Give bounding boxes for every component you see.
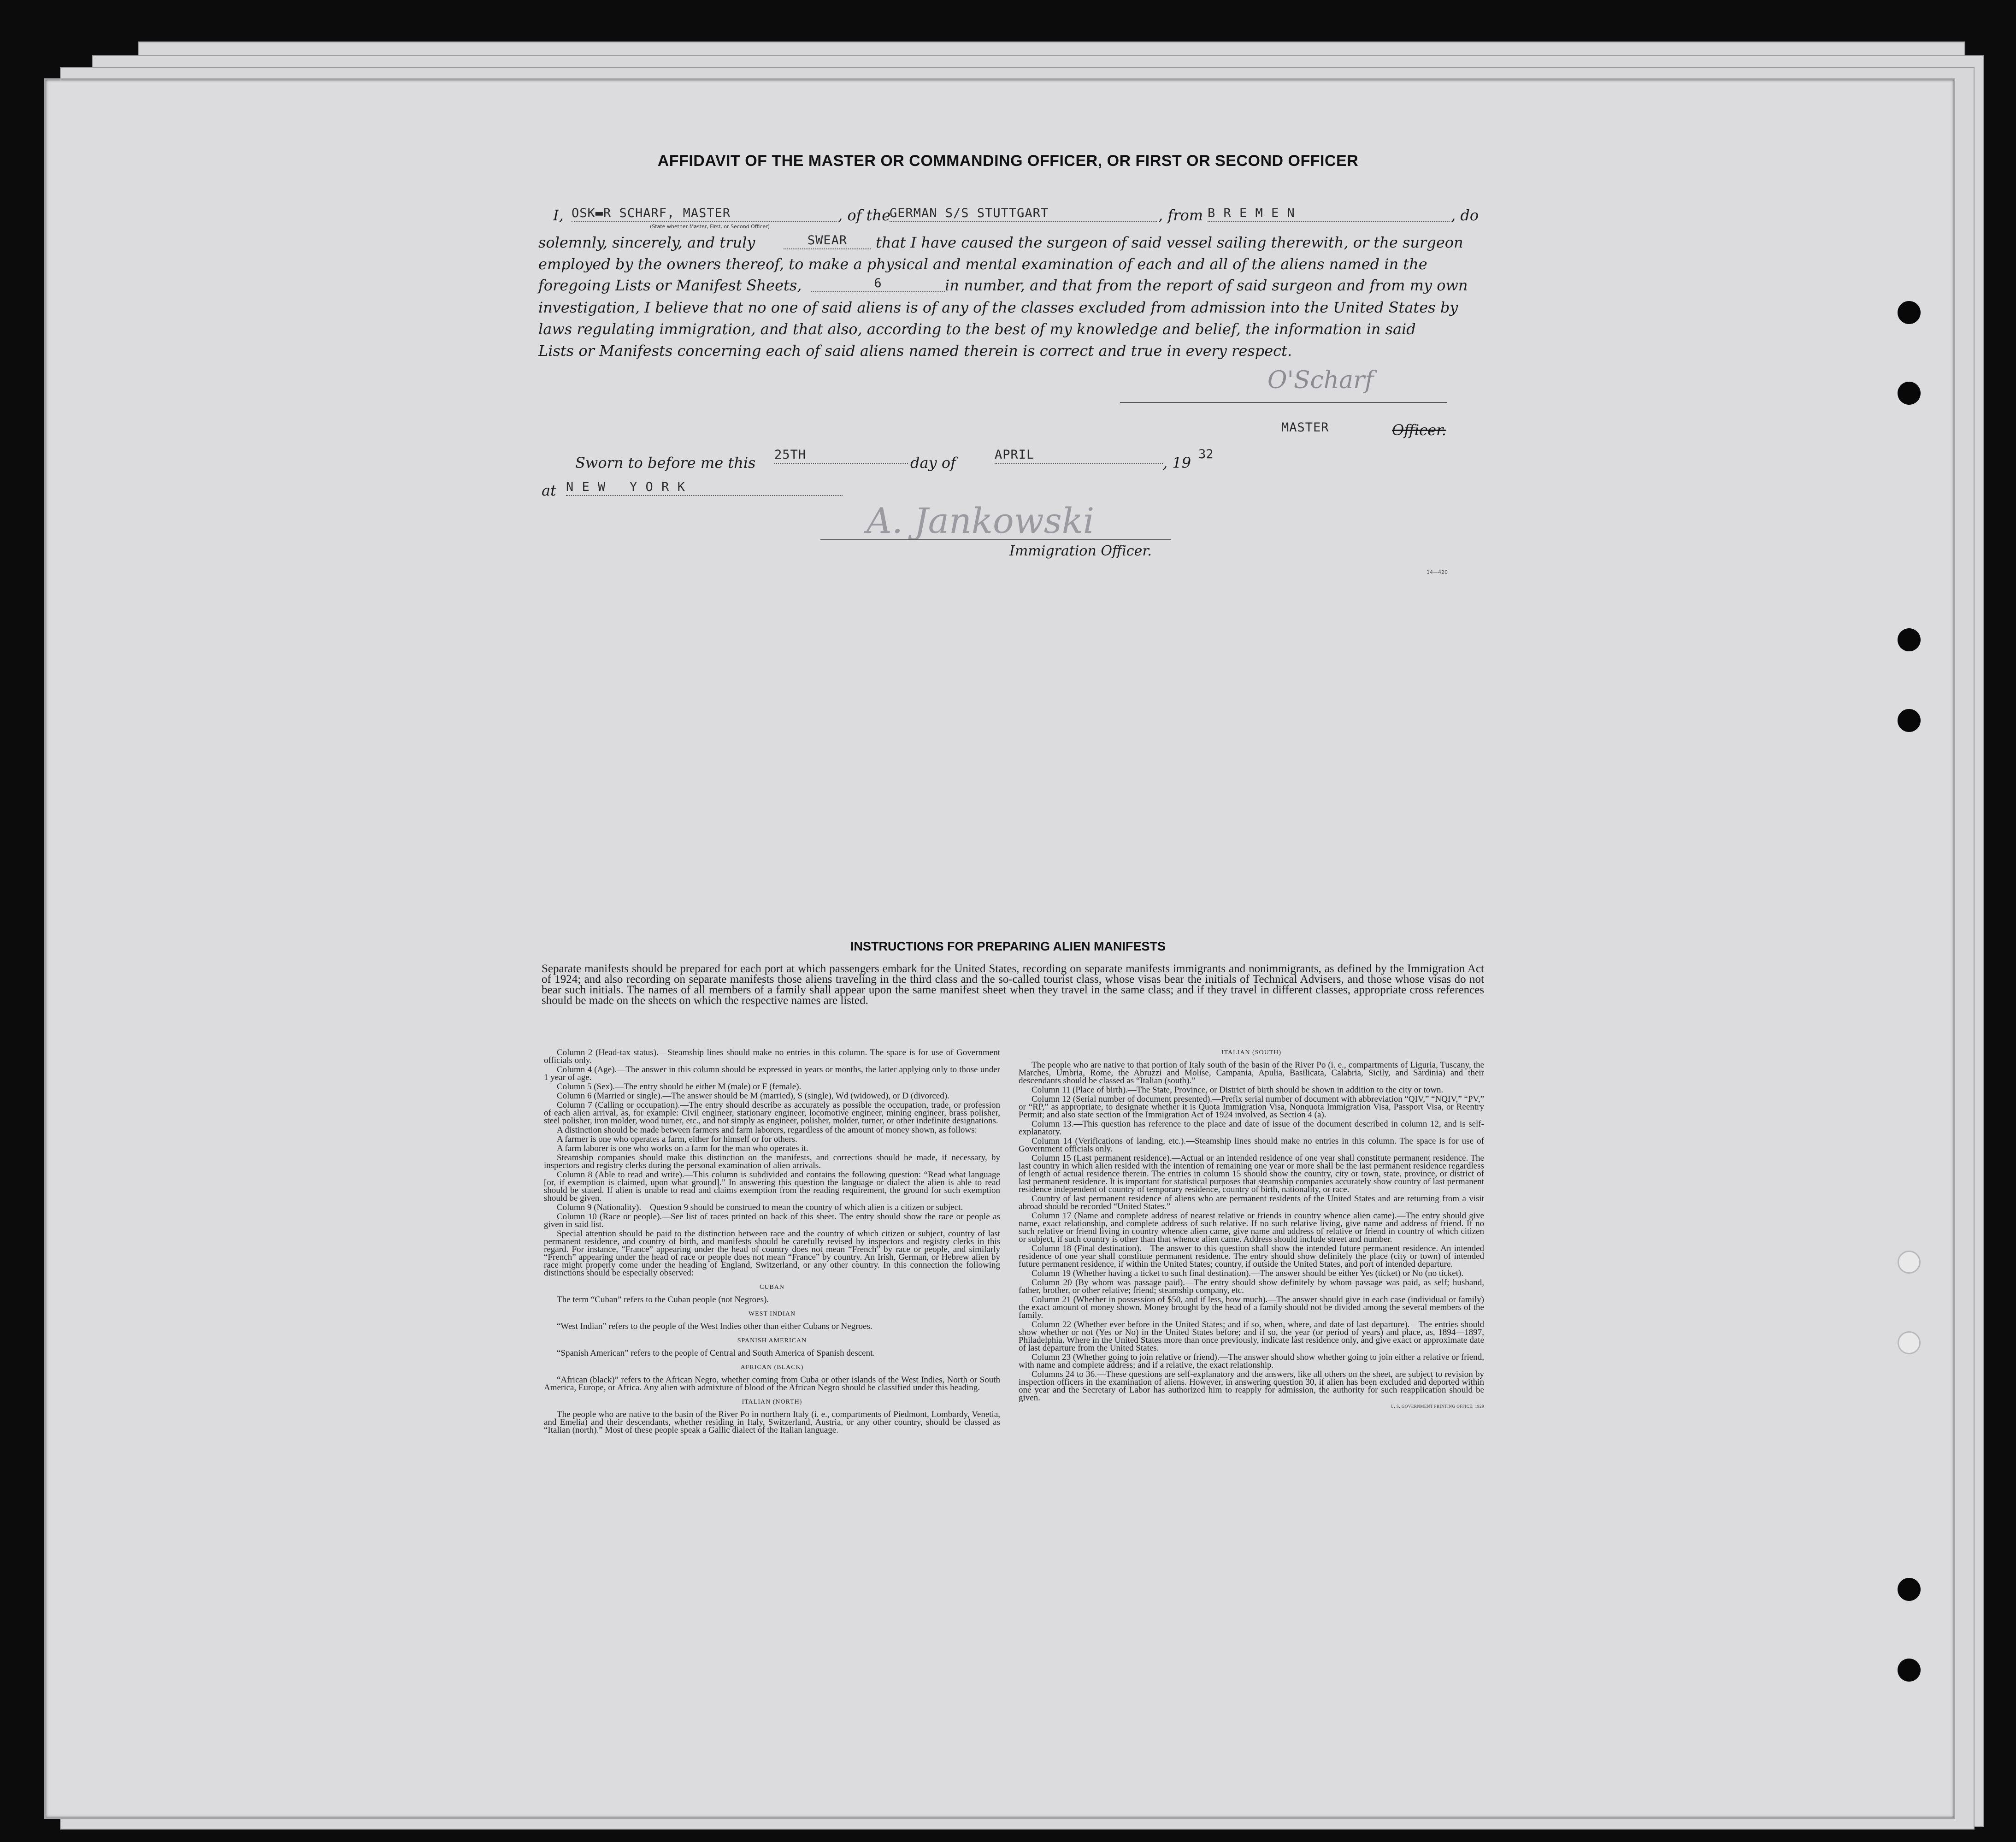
officer-name-field: OSK▬R SCHARF, MASTER xyxy=(572,206,837,222)
affidavit-line-4-prefix: foregoing Lists or Manifest Sheets, xyxy=(538,277,802,294)
binder-hole xyxy=(1898,1251,1921,1274)
section-heading-west-indian: WEST INDIAN xyxy=(748,1311,796,1317)
affidavit-do: , do xyxy=(1451,207,1479,224)
sworn-month-field: APRIL xyxy=(995,447,1163,464)
binder-hole xyxy=(1898,1659,1921,1682)
instruction-paragraph: Column 23 (Whether going to join relative or friend).—The answer should show whether going to join either a relative or friend, with name and complete address; and if a relative, the exact relationship. xyxy=(1019,1352,1484,1370)
binder-hole xyxy=(1898,709,1921,732)
instruction-paragraph: A distinction should be made between farmers and farm laborers, regardless of the amount of money shown, as follows: xyxy=(557,1125,977,1135)
instruction-paragraph: Columns 24 to 36.—These questions are self-explanatory and the answers, like all others on the sheet, are subject to revision by inspection officers in the examination of aliens. However, in answering question 30, if alien has been excluded and deported within one year and the Secretary of Labor has authorized him to reapply for admission, the authority for such reapplication should be given. xyxy=(1019,1370,1484,1403)
instruction-paragraph: Column 13.—This question has reference to the place and date of issue of the document described in column 12, and is self-explanatory. xyxy=(1019,1119,1484,1137)
oath-field: SWEAR xyxy=(784,233,871,249)
instructions-left-column xyxy=(544,1049,1000,1435)
instruction-paragraph: Column 17 (Name and complete address of nearest relative or friends in country whence alien came).—The entry should give name, exact relationship, and complete address of such relative. If no such relative living, give name and address of friend. If no such relative or friend living in country whence alien came, give name and address of relative or friend in country of which citizen or subject, if such country is other than that whence alien came. Address should include street and number. xyxy=(1019,1211,1484,1244)
officer-label: Officer. xyxy=(1392,421,1446,439)
instruction-paragraph: Column 21 (Whether in possession of $50, and if less, how much).—The answer should give in each case (individual or family) the exact amount of money shown. Money brought by the head of a family should not be divided among the several members of the family. xyxy=(1019,1295,1484,1320)
instruction-paragraph: Country of last permanent residence of aliens who are permanent residents of the United States and are returning from a visit abroad should be recorded “United States.” xyxy=(1019,1194,1484,1211)
section-heading-italian-south: ITALIAN (SOUTH) xyxy=(1221,1049,1282,1056)
instructions-intro: Separate manifests should be prepared for each port at which passengers embark for the United States, recording on separate manifests immigrants and nonimmigrants, as defined by the Immigration Act of 1924; and also recording on separate manifests those aliens traveling in the third class and the so-called tourist class, whose visas bear the initials of Technical Advisers, and those whose visas do not bear such initials. The names of all members of a family shall appear upon the same manifest sheet when they travel in the same class; and if they travel in different classes, appropriate cross references should be made on the sheets on which the respective names are listed. xyxy=(542,962,1484,1007)
immigration-signature-line xyxy=(820,539,1171,540)
affidavit-line-1-prefix: I, xyxy=(553,207,564,224)
year-prefix: , 19 xyxy=(1163,454,1191,472)
departure-port-field: B R E M E N xyxy=(1208,206,1450,222)
instruction-paragraph: Column 4 (Age).—The answer in this column should be expressed in years or months, the latter applying only to those under 1 year of age. xyxy=(544,1065,1000,1082)
instruction-paragraph: The people who are native to the basin of the River Po in northern Italy (i. e., compartments of Piedmont, Lombardy, Venetia, and Emelia) and their descendants, whether residing in Italy, Switzerland, Austria, or any other country, should be classed as “Italian (north).” Most of these people speak a Gallic dialect of the Italian language. xyxy=(544,1410,1000,1435)
affidavit-title: AFFIDAVIT OF THE MASTER OR COMMANDING OFFICER, OR FIRST OR SECOND OFFICER xyxy=(657,152,1359,170)
master-rank: MASTER xyxy=(1281,420,1329,435)
section-heading-spanish-american: SPANISH AMERICAN xyxy=(737,1337,807,1344)
affidavit-from: , from xyxy=(1158,207,1203,224)
instruction-paragraph: “West Indian” refers to the people of the West Indies other than either Cubans or Negroes. xyxy=(557,1322,872,1331)
instruction-paragraph: Column 18 (Final destination).—The answer to this question shall show the intended future permanent residence. An intended residence of one year shall constitute permanent residence. The entry should show definitely the place (city or town) of intended future permanent residence, if within the United States; country, if outside the United States, and port of intended departure. xyxy=(1019,1244,1484,1269)
form-number: 14—420 xyxy=(1427,569,1448,575)
instruction-paragraph: A farmer is one who operates a farm, either for himself or for others. xyxy=(557,1134,797,1144)
instructions-right-column xyxy=(1019,1049,1484,1412)
sworn-place-field: N E W Y O R K xyxy=(566,479,843,496)
instruction-paragraph: The term “Cuban” refers to the Cuban people (not Negroes). xyxy=(557,1295,769,1305)
instruction-paragraph: Column 6 (Married or single).—The answer should be M (married), S (single), Wd (widowed), or D (divorced). xyxy=(557,1091,949,1101)
instruction-paragraph: Column 2 (Head-tax status).—Steamship lines should make no entries in this column. The space is for use of Government officials only. xyxy=(544,1048,1000,1065)
sworn-day-field: 25TH xyxy=(774,447,908,464)
binder-hole xyxy=(1898,1331,1921,1354)
instruction-paragraph: Column 15 (Last permanent residence).—Actual or an intended residence of one year shall constitute permanent residence. The last country in which alien resided with the intention of remaining one year or more shall be the last permanent residence regardless of length of actual residence therein. The entries in column 15 should show the country, city or town, state, province, or district of last permanent residence. It is important for statistical purposes that steamship companies accurately show country of last permanent residence independent of country of temporary residence, country of birth, nationality, or race. xyxy=(1019,1153,1484,1194)
instruction-paragraph: Column 14 (Verifications of landing, etc.).—Steamship lines should make no entries in this column. The space is for use of Government officials only. xyxy=(1019,1136,1484,1154)
instruction-paragraph: A farm laborer is one who works on a farm for the man who operates it. xyxy=(557,1144,808,1153)
master-signature-line xyxy=(1120,402,1447,403)
affidavit-line-5: investigation, I believe that no one of said aliens is of any of the classes excluded from admission into the United States by xyxy=(538,299,1458,316)
instruction-paragraph: Column 19 (Whether having a ticket to such final destination).—The answer should be either Yes (ticket) or No (no ticket). xyxy=(1032,1269,1464,1278)
day-of-label: day of xyxy=(910,454,956,472)
binder-hole xyxy=(1898,382,1921,405)
instructions-title: INSTRUCTIONS FOR PREPARING ALIEN MANIFESTS xyxy=(850,939,1166,953)
instruction-paragraph: Steamship companies should make this distinction on the manifests, and corrections should be made, if necessary, by inspectors and registry clerks during the personal examination of alien arrivals. xyxy=(544,1153,1000,1170)
sworn-prefix: Sworn to before me this xyxy=(575,454,756,472)
instruction-paragraph: The people who are native to that portion of Italy south of the basin of the River Po (i. e., compartments of Liguria, Tuscany, the Marches, Umbria, Rome, the Abruzzi and Molise, Campania, Apulia, Basilicata, Calabria, Sicily, and Sardinia) and their descendants should be classed as “Italian (south).” xyxy=(1019,1060,1484,1086)
binder-hole xyxy=(1898,301,1921,324)
instruction-paragraph: Column 20 (By whom was passage paid).—The entry should show definitely by whom passage was paid, as self; husband, father, brother, or other relative; friend; steamship company, etc. xyxy=(1019,1278,1484,1295)
instruction-paragraph: Column 10 (Race or people).—See list of races printed on back of this sheet. The entry should show the race or people as given in said list. xyxy=(544,1212,1000,1229)
binder-hole xyxy=(1898,628,1921,651)
instruction-paragraph: Column 5 (Sex).—The entry should be either M (male) or F (female). xyxy=(557,1082,802,1092)
instruction-paragraph: “Spanish American” refers to the people of Central and South America of Spanish descent. xyxy=(557,1348,875,1358)
instruction-paragraph: Column 12 (Serial number of document presented).—Prefix serial number of document with abbreviation “QIV,” “NQIV,” “PV,” or “RP,” as appropriate, to designate whether it is Quota Immigration Visa, Nonquota Immigration Visa, Passport Visa, or Reentry Permit; and also state section of the Immigration Act of 1924 involved, as Section 4 (a). xyxy=(1019,1094,1484,1120)
affidavit-of-the: , of the xyxy=(838,207,891,224)
printer-imprint-wrap xyxy=(1019,1401,1484,1411)
affidavit-line-4-suffix: in number, and that from the report of said surgeon and from my own xyxy=(945,277,1468,294)
master-signature: O'Scharf xyxy=(1267,366,1374,394)
section-heading-cuban: CUBAN xyxy=(759,1284,784,1291)
section-heading-italian-north: ITALIAN (NORTH) xyxy=(742,1399,802,1405)
printer-imprint: U. S. GOVERNMENT PRINTING OFFICE: 1929 xyxy=(1391,1404,1484,1409)
instruction-paragraph: Column 11 (Place of birth).—The State, Province, or District of birth should be shown in addition to the city or town. xyxy=(1032,1085,1444,1095)
instruction-paragraph: Column 8 (Able to read and write).—This column is subdivided and contains the following question: “Read what language [or, if exemption is claimed, upon what ground].” In answering this question the language or dialect the alien is able to read should be stated. If alien is unable to read and claims exemption from the reading requirement, the ground for such exemption should be given. xyxy=(544,1170,1000,1203)
sheet-count-field: 6 xyxy=(811,276,945,292)
instruction-paragraph: “African (black)” refers to the African Negro, whether coming from Cuba or other islands of the West Indies, North or South America, Europe, or Africa. Any alien with admixture of blood of the African Negro should be classified under this heading. xyxy=(544,1375,1000,1393)
instruction-paragraph: Special attention should be paid to the distinction between race and the country of which citizen or subject, country of last permanent residence, and country of birth, and manifests should be carefully revised by inspectors and registry clerks in this regard. For instance, “France” appearing under the head of country does not mean “French” by race or people, and similarly “French” appearing under the head of race or people does not mean “France” by country. An Irish, German, or Hebrew alien by race might properly come under the heading of England, Switzerland, or any other country. In this connection the following distinctions should be especially observed: xyxy=(544,1229,1000,1278)
year-suffix: 32 xyxy=(1198,447,1214,461)
immigration-officer-label: Immigration Officer. xyxy=(1009,543,1152,559)
instruction-paragraph: Column 7 (Calling or occupation).—The entry should describe as accurately as possible the occupation, trade, or profession of each alien arrival, as, for example: Civil engineer, stationary engineer, locomotive engineer, mining engineer, brass polisher, steel polisher, iron molder, wood turner, etc., and not simply as engineer, polisher, molder, turner, or other indefinite designations. xyxy=(544,1100,1000,1126)
immigration-officer-signature: A. Jankowski xyxy=(867,500,1095,541)
affidavit-line-2-suffix: that I have caused the surgeon of said vessel sailing therewith, or the surgeon xyxy=(876,234,1463,251)
vessel-name-field: GERMAN S/S STUTTGART xyxy=(890,206,1157,222)
section-heading-african: AFRICAN (BLACK) xyxy=(740,1364,804,1371)
binder-hole xyxy=(1898,1578,1921,1601)
officer-note: (State whether Master, First, or Second Officer) xyxy=(650,224,770,230)
affidavit-line-3: employed by the owners thereof, to make a physical and mental examination of each and all of the aliens named in the xyxy=(538,255,1427,273)
at-label: at xyxy=(542,482,556,499)
instruction-paragraph: Column 9 (Nationality).—Question 9 should be construed to mean the country of which alien is a citizen or subject. xyxy=(557,1203,963,1212)
affidavit-line-7: Lists or Manifests concerning each of said aliens named therein is correct and true in every respect. xyxy=(538,342,1292,360)
affidavit-line-2-prefix: solemnly, sincerely, and truly xyxy=(538,234,755,251)
instruction-paragraph: Column 22 (Whether ever before in the United States; and if so, when, where, and date of last departure).—The entries should show whether or not (Yes or No) in the United States before; and if so, the year (or period of years) and place, as, 1894—1897, Philadelphia. Where in the United States more than once previously, indicate last residence only, and give exact or approximate date of last departure from the United States. xyxy=(1019,1320,1484,1353)
affidavit-line-6: laws regulating immigration, and that also, according to the best of my knowledge and belief, the information in said xyxy=(538,320,1416,338)
